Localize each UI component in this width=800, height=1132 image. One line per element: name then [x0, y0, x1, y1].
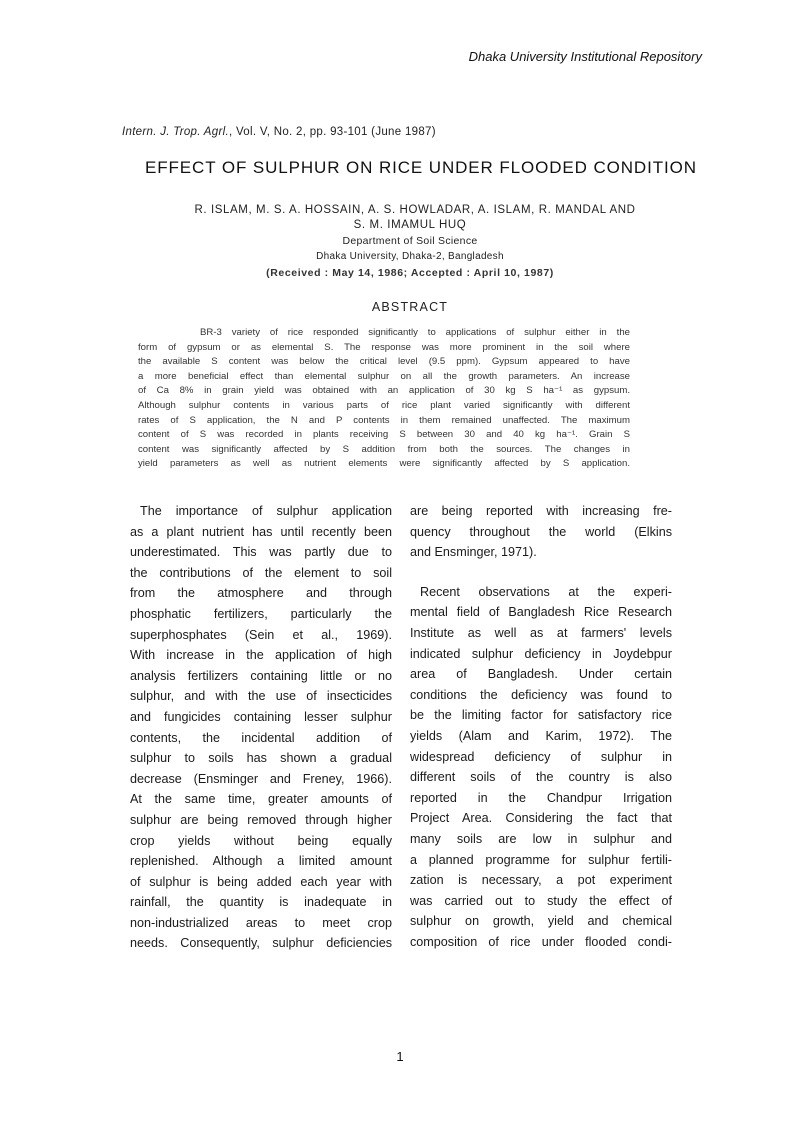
body-text-line: conditions the deficiency was found to — [410, 687, 672, 702]
body-text-line: sulphur, and with the use of insecticides — [130, 689, 392, 704]
journal-name: Intern. J. Trop. Agrl. — [122, 126, 229, 138]
body-text-line: was carried out to study the effect of — [410, 893, 672, 908]
body-text-line: non-industrialized areas to meet crop — [130, 915, 392, 930]
body-text-line: With increase in the application of high — [130, 648, 392, 663]
abstract-line: a more beneficial effect than elemental sulphur on all the growth parameters. An increase — [138, 370, 630, 382]
journal-citation — [122, 126, 436, 138]
abstract-line: content of S was recorded in plants receiving S between 30 and 40 kg ha⁻¹. Grain S — [138, 429, 630, 441]
received-dates: (Received : May 14, 1986; Accepted : April 10, 1987) — [266, 267, 554, 279]
author-list — [120, 203, 700, 233]
body-column-right — [410, 501, 672, 952]
abstract-line: BR-3 variety of rice responded significantly to applications of sulphur either in the — [200, 327, 630, 338]
body-text-line: from the atmosphere and through — [130, 586, 392, 601]
abstract-heading: ABSTRACT — [371, 300, 449, 314]
body-column-left — [130, 501, 392, 954]
body-text-line: and Ensminger, 1971). — [410, 545, 537, 560]
body-text-line: crop yields without being equally — [130, 833, 392, 848]
abstract-line: yield parameters as well as nutrient elements were significantly affected by S application. — [138, 458, 630, 470]
body-text-line: At the same time, greater amounts of — [130, 792, 392, 807]
body-text-line: of sulphur is being added each year with — [130, 874, 392, 889]
body-text-line: decrease (Ensminger and Freney, 1966). — [130, 771, 392, 786]
abstract-line: rates of S application, the N and P contents in them remained unaffected. The maximum — [138, 414, 630, 426]
body-text-line: as a plant nutrient has until recently been — [130, 524, 392, 539]
body-text-line: widespread deficiency of sulphur in — [410, 749, 672, 764]
body-text-line: area of Bangladesh. Under certain — [410, 667, 672, 682]
body-text-line: zation is necessary, a pot experiment — [410, 873, 672, 888]
body-text-line: indicated sulphur deficiency in Joydebpur — [410, 646, 672, 661]
body-text-line: Project Area. Considering the fact that — [410, 811, 672, 826]
body-text-line: composition of rice under flooded condi- — [410, 934, 672, 949]
body-text-line: contents, the incidental addition of — [130, 730, 392, 745]
body-text-line: quency throughout the world (Elkins — [410, 524, 672, 539]
abstract-line: form of gypsum or as elemental S. The response was more prominent in the soil where — [138, 341, 630, 353]
body-text-line: yields (Alam and Karim, 1972). The — [410, 728, 672, 743]
body-text-line: sulphur to soils has shown a gradual — [130, 751, 392, 766]
body-text-line: mental field of Bangladesh Rice Research — [410, 605, 672, 620]
paragraph-gap — [410, 563, 672, 582]
body-text-line: replenished. Although a limited amount — [130, 854, 392, 869]
abstract-body — [138, 326, 630, 472]
page-number: 1 — [396, 1049, 404, 1064]
body-text-line: superphosphates (Sein et al., 1969). — [130, 627, 392, 642]
abstract-line: Although sulphur contents in various parts of rice plant varied significantly with different — [138, 399, 630, 411]
body-text-line: the contributions of the element to soil — [130, 565, 392, 580]
university-address: Dhaka University, Dhaka-2, Bangladesh — [316, 251, 504, 262]
body-text-line: sulphur on growth, yield and chemical — [410, 914, 672, 929]
body-text-line: analysis fertilizers containing little or no — [130, 668, 392, 683]
body-text-line: sulphur are being removed through higher — [130, 812, 392, 827]
body-text-line: be the limiting factor for satisfactory rice — [410, 708, 672, 723]
paper-title: EFFECT OF SULPHUR ON RICE UNDER FLOODED CONDITION — [145, 158, 697, 177]
body-text-line: phosphatic fertilizers, particularly the — [130, 606, 392, 621]
body-text-line: The importance of sulphur application — [140, 504, 392, 518]
body-text-line: needs. Consequently, sulphur deficiencies — [130, 936, 392, 951]
body-text-line: many soils are low in sulphur and — [410, 831, 672, 846]
authors-line-2: S. M. IMAMUL HUQ — [353, 219, 467, 231]
body-text-line: and fungicides containing lesser sulphur — [130, 709, 392, 724]
body-text-line: different soils of the country is also — [410, 770, 672, 785]
body-text-line: Recent observations at the experi- — [420, 584, 672, 599]
body-text-line: reported in the Chandpur Irrigation — [410, 790, 672, 805]
body-text-line: are being reported with increasing fre- — [410, 504, 672, 518]
body-text-line: rainfall, the quantity is inadequate in — [130, 895, 392, 910]
authors-line-1: R. ISLAM, M. S. A. HOSSAIN, A. S. HOWLADAR, A. ISLAM, R. MANDAL AND — [194, 204, 636, 216]
citation-details: , Vol. V, No. 2, pp. 93-101 (June 1987) — [228, 126, 436, 138]
body-text-line: a planned programme for sulphur fertili- — [410, 852, 672, 867]
body-text-line: Institute as well as at farmers' levels — [410, 625, 672, 640]
abstract-line: of Ca 8% in grain yield was obtained with an application of 30 kg S ha⁻¹ as gypsum. — [138, 385, 630, 397]
department: Department of Soil Science — [342, 235, 478, 247]
abstract-line: the available S content was below the critical level (9.5 ppm). Gypsum appeared to have — [138, 356, 630, 368]
body-text-line: underestimated. This was partly due to — [130, 545, 392, 560]
abstract-line: content was significantly affected by S addition from both the sources. The changes in — [138, 443, 630, 455]
repository-header: Dhaka University Institutional Repository — [468, 49, 702, 64]
